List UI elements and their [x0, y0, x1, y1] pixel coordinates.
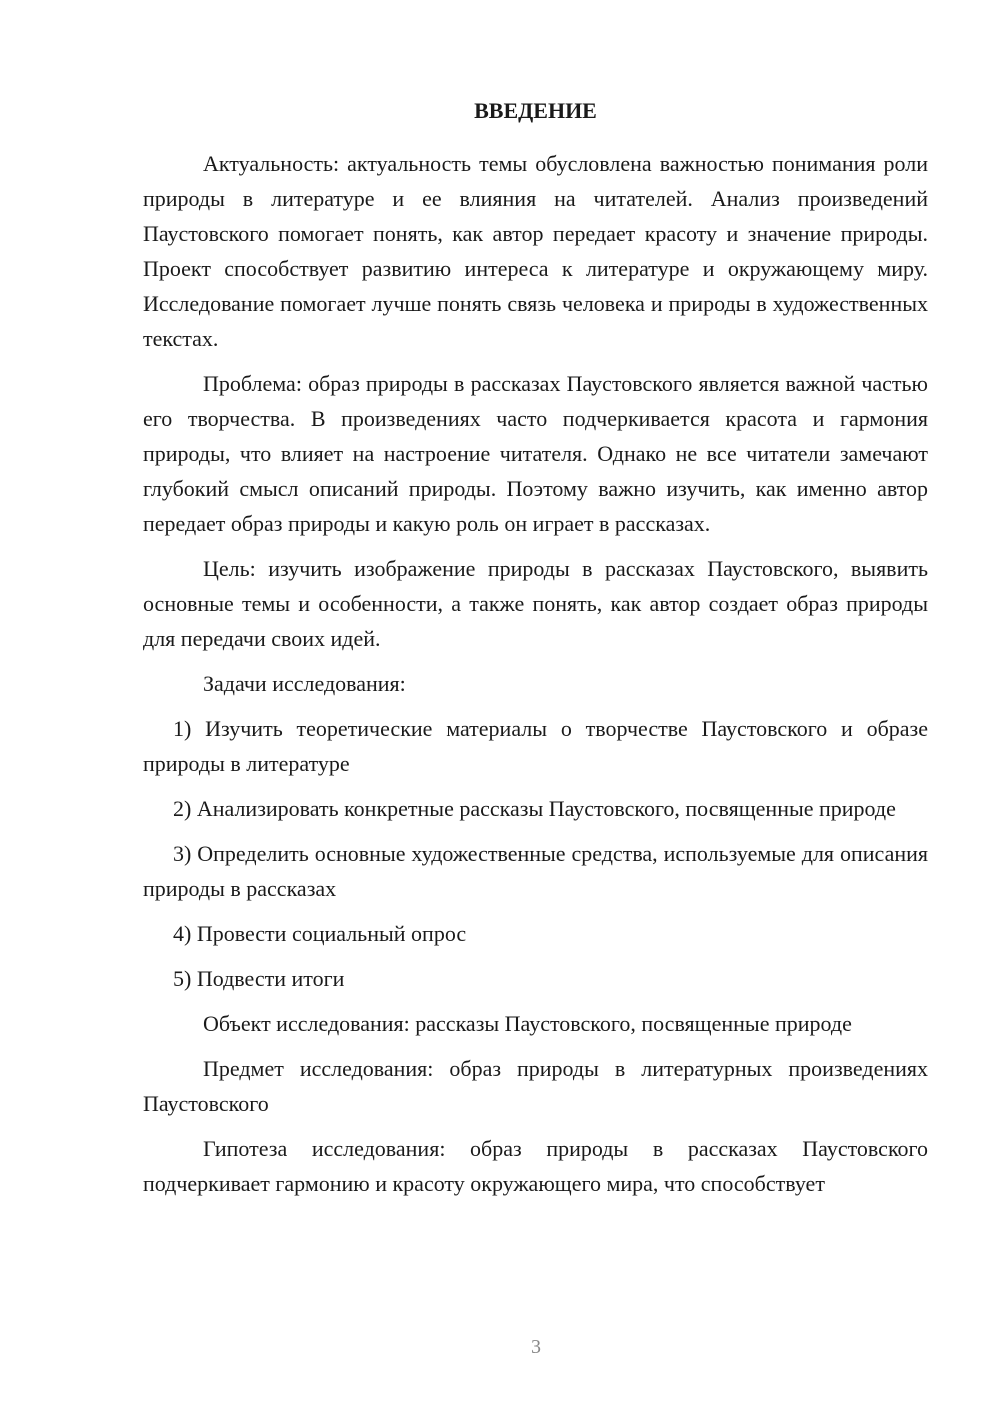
paragraph-relevance: Актуальность: актуальность темы обусловлена важностью понимания роли природы в литературе и ее влияния на читателей. Анализ произведений Паустовского помогает понять, как автор передает красоту и значение природы. Проект способствует развитию интереса к литературе и окружающему миру. Исследование помогает лучше понять связь человека и природы в художественных текстах. [143, 151, 928, 351]
list-item: 1) Изучить теоретические материалы о творчестве Паустовского и образе природы в литературе [143, 716, 928, 776]
paragraph-subject: Предмет исследования: образ природы в литературных произведениях Паустовского [143, 1056, 928, 1116]
paragraph-problem: Проблема: образ природы в рассказах Паустовского является важной частью его творчества. В произведениях часто подчеркивается красота и гармония природы, что влияет на настроение читателя. Однако не все читатели замечают глубокий смысл описаний природы. Поэтому важно изучить, как именно автор передает образ природы и какую роль он играет в рассказах. [143, 371, 928, 536]
list-item: 3) Определить основные художественные средства, используемые для описания природы в рассказах [143, 841, 928, 901]
section-heading: ВВЕДЕНИЕ [474, 98, 597, 123]
paragraph-goal: Цель: изучить изображение природы в рассказах Паустовского, выявить основные темы и особенности, а также понять, как автор создает образ природы для передачи своих идей. [143, 556, 928, 651]
list-item: 2) Анализировать конкретные рассказы Паустовского, посвященные природе [173, 796, 896, 821]
list-item: 4) Провести социальный опрос [173, 921, 467, 946]
list-item: 5) Подвести итоги [173, 966, 345, 991]
paragraph-object: Объект исследования: рассказы Паустовского, посвященные природе [203, 1011, 852, 1036]
page-number: 3 [531, 1336, 541, 1358]
document-body [143, 93, 928, 1211]
paragraph-tasks-title: Задачи исследования: [203, 671, 406, 696]
paragraph-hypothesis: Гипотеза исследования: образ природы в рассказах Паустовского подчеркивает гармонию и красоту окружающего мира, что способствует [143, 1136, 928, 1196]
